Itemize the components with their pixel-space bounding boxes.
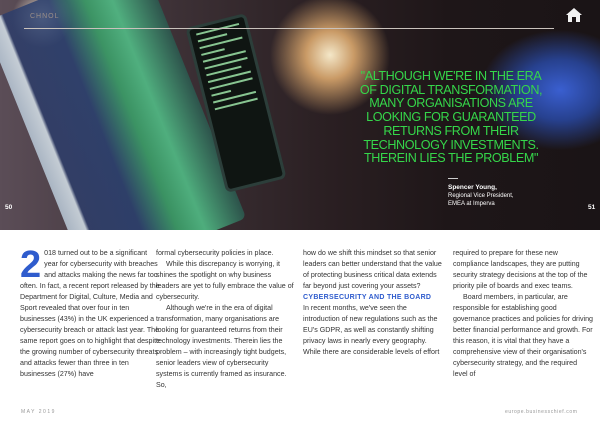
paragraph: required to prepare for these new compliance landscapes, they are putting security strategy decisions at the top of the priority pile of boards and exec teams. (453, 249, 588, 290)
paragraph: 018 turned out to be a significant year for cybersecurity with breaches and attacks making the news far too often. In fact, a recent report released by the Department for Digital, Culture, Media and Sport revealed that over four in ten businesses (43%) in the UK experienced a cybersecurity breach or attack last year. The same report goes on to highlight that despite the growing number of cybersecurity threats and attacks fewer than three in ten businesses (27%) have (20, 249, 160, 378)
quote-divider (448, 178, 458, 179)
footer-website: europe.businesschief.com (505, 409, 578, 415)
article-column-1 (20, 244, 160, 380)
paragraph: formal cybersecurity policies in place. (156, 249, 274, 257)
paragraph: While this discrepancy is worrying, it shines the spotlight on why business leaders are yet to fully embrace the value of cybersecurity. (156, 260, 294, 301)
article-column-4 (453, 248, 593, 380)
paragraph: how do we shift this mindset so that senior leaders can better understand that the value of protecting business critical data extends far beyond just covering your assets? (303, 249, 442, 290)
quote-attribution (448, 184, 514, 208)
footer-date: MAY 2019 (21, 409, 56, 415)
header-rule (24, 28, 554, 29)
paragraph: Although we're in the era of digital transformation, many organisations are looking for guaranteed returns from their technology investments. Therein lies the problem – with increasingly tight budgets, senior leaders view of cybersecurity systems is currently framed as insurance. So, (156, 304, 287, 389)
paragraph: In recent months, we've seen the introduction of new regulations such as the EU's GDPR, as well as constantly shifting privacy laws in nearly every geography. While there are considerable levels of effort (303, 304, 440, 356)
drop-cap: 2 (20, 244, 42, 286)
paragraph: Board members, in particular, are responsible for establishing good governance practices and policies for driving better financial performance and growth. For this reason, it is vital that they have a comprehensive view of their organisation's cybersecurity strategy, and the required level of (453, 293, 593, 378)
section-label: CHNOL (30, 13, 60, 20)
quote-author-company: EMEA at Imperva (448, 201, 495, 207)
home-icon[interactable] (566, 8, 582, 22)
quote-author-title: Regional Vice President, (448, 193, 514, 199)
quote-author: Spencer Young, (448, 184, 497, 191)
article-column-3 (303, 248, 443, 358)
subheading: CYBERSECURITY AND THE BOARD (303, 294, 432, 301)
pull-quote: "ALTHOUGH WE'RE IN THE ERA OF DIGITAL TRANSFORMATION, MANY ORGANISATIONS ARE LOOKING FOR GUARANTEED RETURNS FROM THEIR TECHNOLOGY INVESTMENTS. THEREIN LIES THE PROBLEM" (359, 69, 543, 166)
article-column-2 (156, 248, 296, 391)
page-number-left: 50 (5, 204, 13, 211)
page-number-right: 51 (588, 204, 596, 211)
